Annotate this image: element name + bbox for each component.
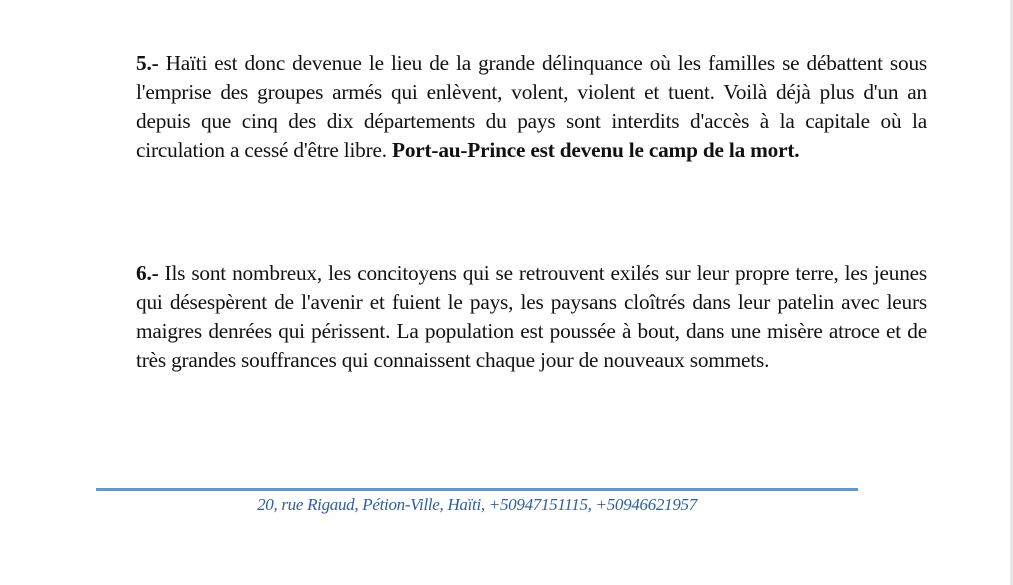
paragraph-5-emphasis: Port-au-Prince est devenu le camp de la mort. (392, 138, 800, 162)
paragraph-6 (136, 259, 927, 375)
footer-address: 20, rue Rigaud, Pétion-Ville, Haïti, +50947151115, +50946621957 (257, 495, 697, 514)
paragraph-5 (136, 49, 927, 165)
paragraph-5-text: Haïti est donc devenue le lieu de la grande délinquance où les familles se débattent sous l'emprise des groupes armés qui enlèvent, volent, violent et tuent. Voilà déjà plus d'un an depuis que cinq des dix départements du pays sont interdits d'accès à la capitale où la circulation a cessé d'être libre. (136, 51, 927, 162)
paragraph-5-number: 5.- (136, 51, 159, 75)
paragraph-6-number: 6.- (136, 261, 159, 285)
footer-rule (96, 488, 858, 491)
paragraph-6-text: Ils sont nombreux, les concitoyens qui se retrouvent exilés sur leur propre terre, les jeunes qui désespèrent de l'avenir et fuient le pays, les paysans cloîtrés dans leur patelin avec leurs maigres denrées qui périssent. La population est poussée à bout, dans une misère atroce et de très grandes souffrances qui connaissent chaque jour de nouveaux sommets. (136, 261, 927, 372)
